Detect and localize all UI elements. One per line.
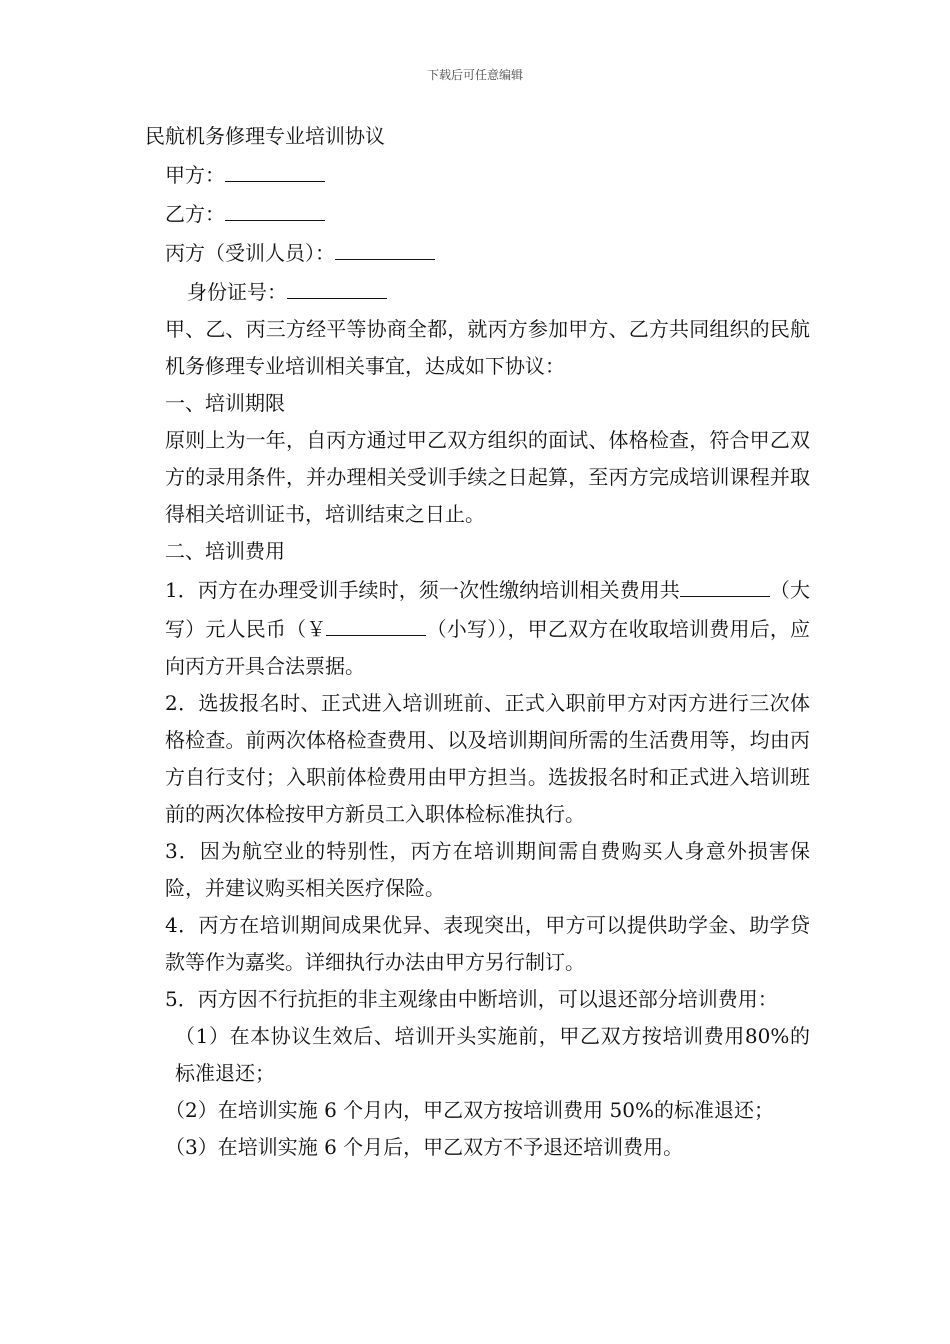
party-c-label: 丙方（受训人员）： xyxy=(165,241,335,265)
party-a-label: 甲方： xyxy=(165,163,225,187)
party-c-line xyxy=(145,233,810,272)
fee-item-1-part-b: （大写）元人民币（￥ xyxy=(165,578,810,641)
fee-amount-blank-2 xyxy=(740,570,770,597)
party-a-blank xyxy=(225,155,325,182)
fee-item-1-part-c: （小写）），甲乙双方在收取培训费用后，应向丙方开具合法票据。 xyxy=(165,617,811,678)
section1-text: 原则上为一年，自丙方通过甲乙双方组织的面试、体格检查，符合甲乙双方的录用条件，并办理相关受训手续之日起算，至丙方完成培训课程并取得相关培训证书，培训结束之日止。 xyxy=(165,428,810,526)
intro-paragraph: 甲、乙、丙三方经平等协商全都，就丙方参加甲方、乙方共同组织的民航机务修理专业培训相关事宜，达成如下协议： xyxy=(165,317,810,378)
fee-item-1-part-a: 1．丙方在办理受训手续时，须一次性缴纳培训相关费用共 xyxy=(165,578,680,602)
document-title: 民航机务修理专业培训协议 xyxy=(145,124,385,148)
agreement-document xyxy=(145,118,810,1166)
party-b-label: 乙方： xyxy=(165,202,225,226)
fee-item-4: 4．丙方在培训期间成果优异、表现突出，甲方可以提供助学金、助学贷款等作为嘉奖。详细执行办法由甲方另行制订。 xyxy=(165,913,810,974)
fee-item-2: 2．选拔报名时、正式进入培训班前、正式入职前甲方对丙方进行三次体格检查。前两次体格检查费用、以及培训期间所需的生活费用等，均由丙方自行支付；入职前体检费用由甲方担当。选拔报名时和正式进入培训班前的两次体检按甲方新员工入职体检标准执行。 xyxy=(165,691,810,826)
fee-item-5: 5．丙方因不行抗拒的非主观缘由中断培训，可以退还部分培训费用： xyxy=(165,987,778,1011)
party-b-line xyxy=(145,194,810,233)
id-number-label: 身份证号： xyxy=(187,280,287,304)
id-number-line xyxy=(145,272,810,311)
party-c-blank xyxy=(335,233,435,260)
section2-heading: 二、培训费用 xyxy=(165,539,285,563)
header-note: 下载后可任意编辑 xyxy=(426,68,523,82)
refund-rule-2: （2）在培训实施 6 个月内，甲乙双方按培训费用 50%的标准退还； xyxy=(165,1098,774,1122)
section1-heading: 一、培训期限 xyxy=(165,391,285,415)
refund-rule-1: （1）在本协议生效后、培训开头实施前，甲乙双方按培训费用80%的标准退还； xyxy=(175,1024,810,1085)
id-number-blank xyxy=(287,272,387,299)
party-b-blank xyxy=(225,194,325,221)
party-a-line xyxy=(145,155,810,194)
fee-amount-blank-1 xyxy=(680,570,740,597)
fee-item-3: 3．因为航空业的特别性，丙方在培训期间需自费购买人身意外损害保险，并建议购买相关医疗保险。 xyxy=(165,839,810,900)
fee-item-1 xyxy=(145,570,810,685)
fee-amount-blank-3 xyxy=(326,609,426,636)
refund-rule-3: （3）在培训实施 6 个月后，甲乙双方不予退还培训费用。 xyxy=(165,1135,684,1159)
